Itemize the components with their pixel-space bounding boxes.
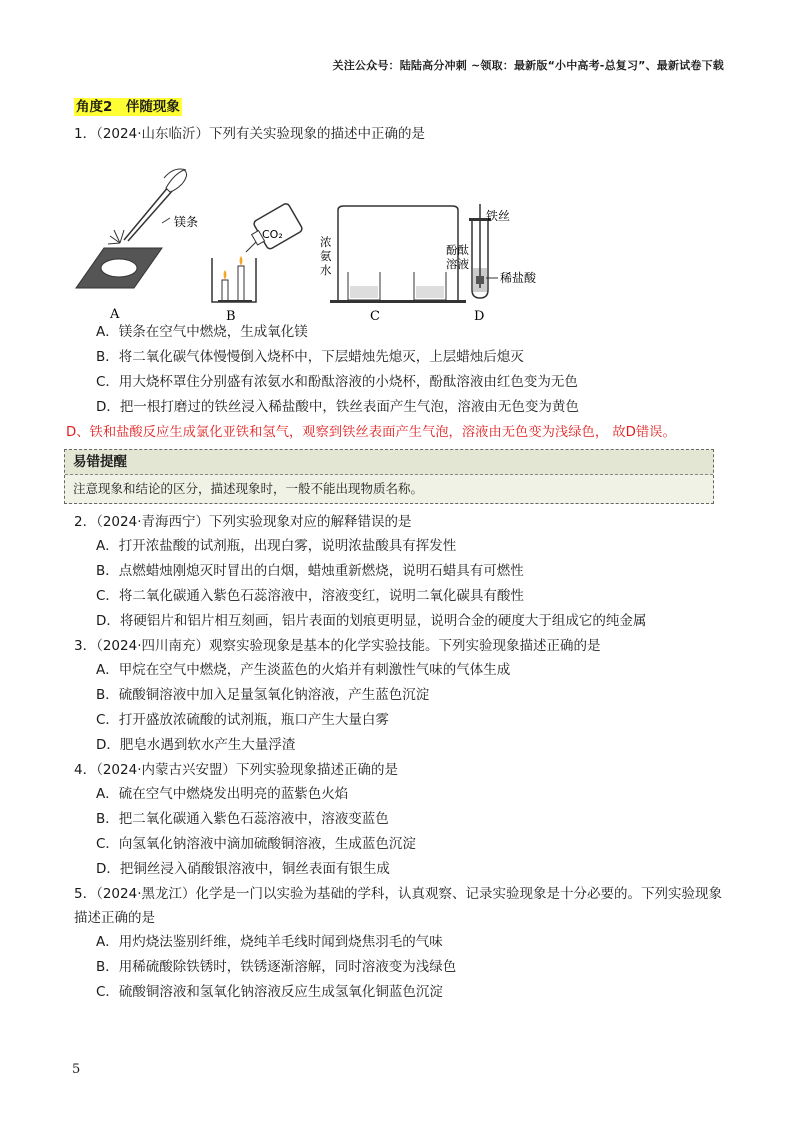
tip-body: 注意现象和结论的区分，描述现象时，一般不能出现物质名称。 (73, 481, 424, 496)
label-mg: 镁条 (174, 215, 199, 229)
content (66, 122, 734, 1005)
question-2-option-b: B．点燃蜡烛刚熄灭时冒出的白烟，蜡烛重新燃烧，说明石蜡具有可燃性 (96, 563, 524, 579)
question-2-option-a: A．打开浓盐酸的试剂瓶，出现白雾，说明浓盐酸具有挥发性 (96, 538, 457, 554)
question-2-option-c: C．将二氧化碳通入紫色石蕊溶液中，溶液变红，说明二氧化碳具有酸性 (96, 588, 524, 604)
question-4-option-a: A．硫在空气中燃烧发出明亮的蓝紫色火焰 (96, 786, 349, 802)
figure-b-co2 (212, 202, 303, 320)
label-co2: CO₂ (262, 228, 283, 241)
label-a: A (110, 307, 120, 320)
page-header: 关注公众号：陆陆高分冲刺 ~领取：最新版“小中高考-总复习”、最新试卷下载 (332, 59, 724, 72)
label-ammonia: 浓氨水 (320, 235, 332, 277)
question-3-option-b: B．硫酸铜溶液中加入足量氢氧化钠溶液，产生蓝色沉淀 (96, 687, 430, 703)
question-4-option-c: C．向氢氧化钠溶液中滴加硫酸铜溶液，生成蓝色沉淀 (96, 836, 416, 852)
question-1-stem: 1．（2024·山东临沂）下列有关实验现象的描述中正确的是 (74, 126, 425, 142)
question-5-option-c: C．硫酸铜溶液和氢氧化钠溶液反应生成氢氧化铜蓝色沉淀 (96, 984, 443, 1000)
question-3-option-d: D．肥皂水遇到软水产生大量浮渣 (96, 737, 296, 753)
label-wire: 铁丝 (486, 209, 511, 223)
question-3-option-c: C．打开盛放浓硫酸的试剂瓶，瓶口产生大量白雾 (96, 712, 389, 728)
figure-c-bell-jar (320, 206, 469, 320)
question-5-option-a: A．用灼烧法鉴别纤维，烧纯羊毛线时闻到烧焦羽毛的气味 (96, 934, 443, 950)
question-3-stem: 3．（2024·四川南充）观察实验现象是基本的化学实验技能。下列实验现象描述正确的是 (74, 638, 601, 654)
tip-title: 易错提醒 (65, 450, 713, 475)
figure-d-test-tube (469, 204, 537, 320)
question-1-option-a: A．镁条在空气中燃烧，生成氧化镁 (96, 324, 308, 340)
question-5-stem: 5．（2024·黑龙江）化学是一门以实验为基础的学科，认真观察、记录实验现象是十分必要的。下列实验现象描述正确的是 (74, 886, 722, 926)
question-2-stem: 2．（2024·青海西宁）下列实验现象对应的解释错误的是 (74, 514, 412, 530)
label-acid: 稀盐酸 (500, 271, 537, 285)
question-1-option-c: C．用大烧杯罩住分别盛有浓氨水和酚酞溶液的小烧杯，酚酞溶液由红色变为无色 (96, 374, 578, 390)
question-1-figures (74, 148, 734, 320)
label-c: C (370, 309, 380, 320)
label-d: D (474, 309, 485, 320)
question-5-option-b: B．用稀硫酸除铁锈时，铁锈逐渐溶解，同时溶液变为浅绿色 (96, 959, 457, 975)
label-b: B (226, 309, 236, 320)
experiment-diagrams (74, 148, 734, 320)
question-4-option-b: B．把二氧化碳通入紫色石蕊溶液中，溶液变蓝色 (96, 811, 389, 827)
section-title: 角度2 伴随现象 (76, 99, 180, 115)
question-3-option-a: A．甲烷在空气中燃烧，产生淡蓝色的火焰并有刺激性气味的气体生成 (96, 662, 511, 678)
label-phenolphthalein: 酚酞溶液 (446, 243, 469, 271)
figure-a-magnesium (76, 169, 198, 320)
question-4-stem: 4．（2024·内蒙古兴安盟）下列实验现象描述正确的是 (74, 762, 398, 778)
error-tip-box (64, 449, 714, 504)
page-number: 5 (72, 1062, 81, 1077)
question-1-option-b: B．将二氧化碳气体慢慢倒入烧杯中，下层蜡烛先熄灭，上层蜡烛后熄灭 (96, 349, 524, 365)
question-2-option-d: D．将硬铝片和铝片相互刻画，铝片表面的划痕更明显，说明合金的硬度大于组成它的纯金属 (96, 613, 647, 629)
question-1-answer: D、铁和盐酸反应生成氯化亚铁和氢气，观察到铁丝表面产生气泡，溶液由无色变为浅绿色， 故D错误。 (66, 425, 676, 440)
question-1-option-d: D．把一根打磨过的铁丝浸入稀盐酸中，铁丝表面产生气泡，溶液由无色变为黄色 (96, 399, 579, 415)
question-4-option-d: D．把铜丝浸入硝酸银溶液中，铜丝表面有银生成 (96, 861, 390, 877)
